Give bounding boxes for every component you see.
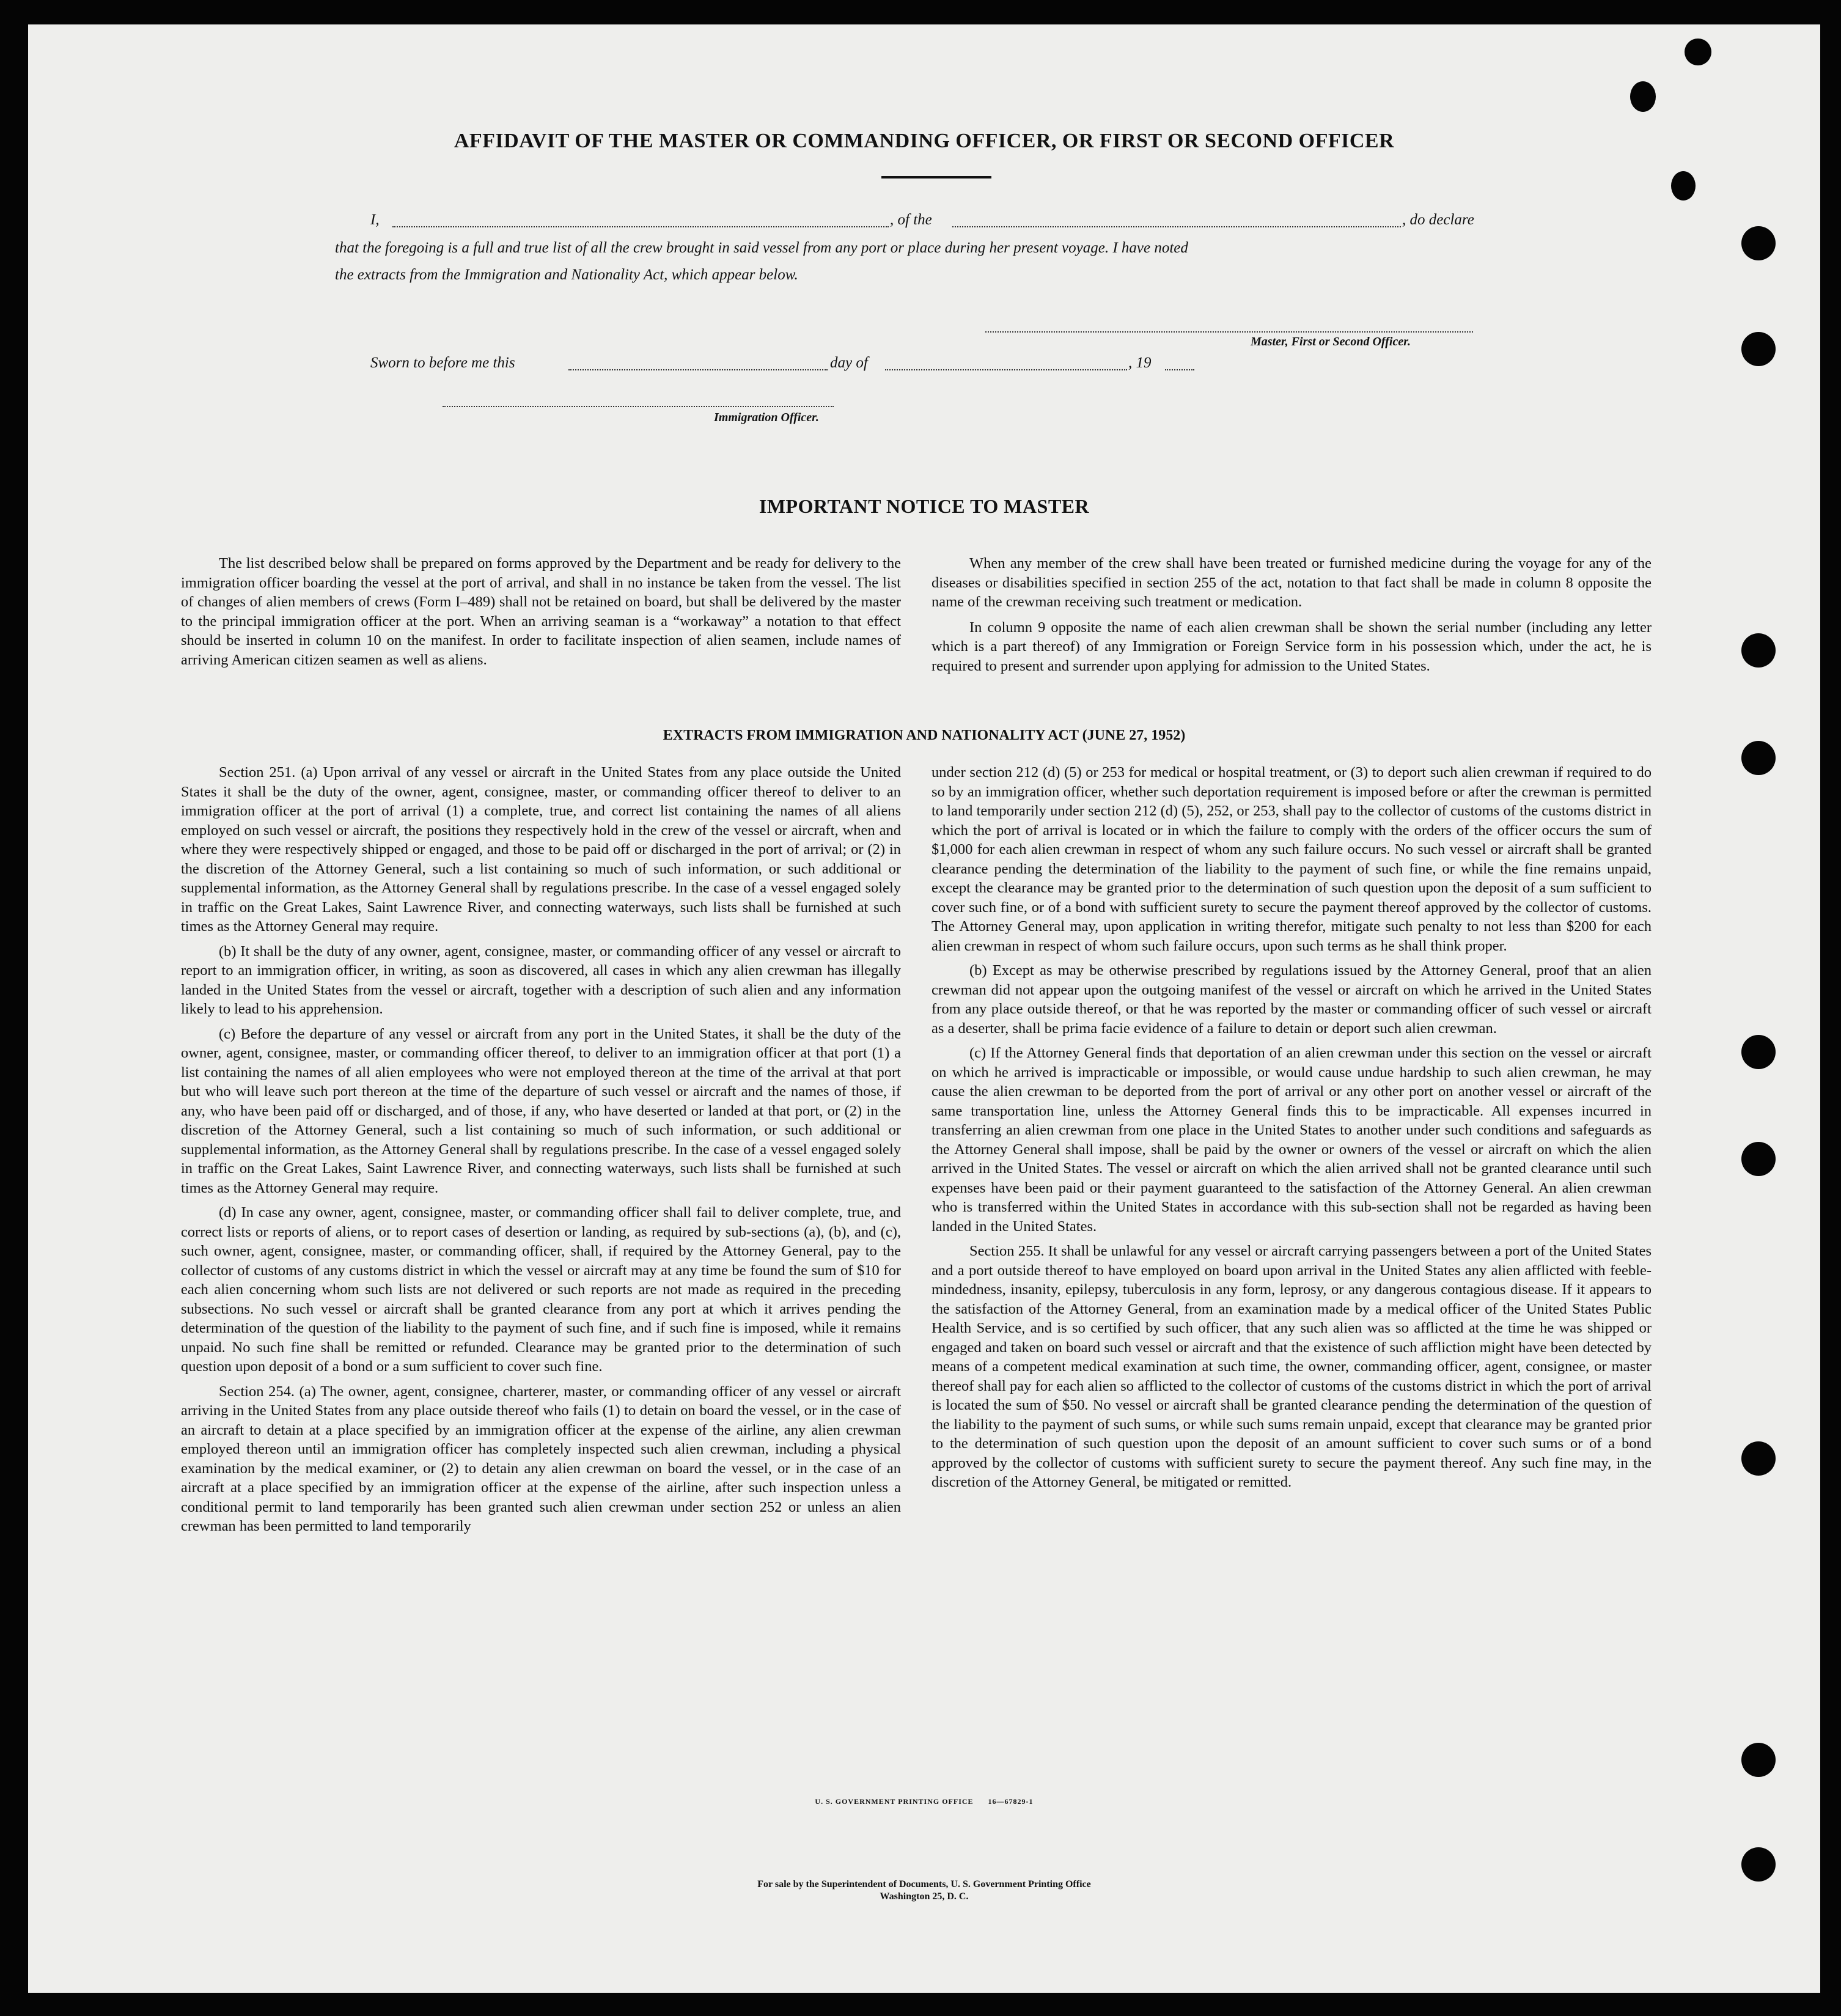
punch-hole xyxy=(1741,226,1776,260)
extracts-right-column xyxy=(932,763,1652,1492)
extract-paragraph: (b) It shall be the duty of any owner, agent, consignee, master, or commanding officer of any vessel or aircraft to report to an immigration officer, in writing, as soon as discovered, all cases in which any alien crewman has illegally landed in the United States from the vessel or aircraft, together with a description of such alien and any information likely to lead to his apprehension. xyxy=(181,943,901,1017)
master-signature-label: Master, First or Second Officer. xyxy=(1251,335,1411,348)
punch-hole xyxy=(1741,741,1776,775)
extract-paragraph: under section 212 (d) (5) or 253 for medical or hospital treatment, or (3) to deport such alien crewman if required to do so by an immigration officer, whether such deportation requirement is imposed before or after the crewman is permitted to land temporarily under section 212 (d) (5), 252, or 253, shall pay to the collector of customs of the customs district in which the port of arrival is located or in which the failure to comply with the orders of the officer occurs the sum of $1,000 for each alien crewman in respect of whom any such failure occurs. No such vessel or aircraft shall be granted clearance pending the determination of the liability to the payment of such fine, or while the fine remains unpaid, except the clearance may be granted prior to the determination of such question upon the deposit of a sum sufficient to cover such fine, or of a bond with sufficient surety to secure the payment thereof approved by the collector of customs. The Attorney General may, upon application in writing therefor, mitigate such penalty to not less than $200 for each alien crewman in respect of whom such failure occurs, upon such terms as he shall think proper. xyxy=(932,764,1652,954)
punch-hole xyxy=(1741,1441,1776,1476)
extract-paragraph: (d) In case any owner, agent, consignee, master, or commanding officer shall fail to deliver complete, true, and correct lists or reports of aliens, or to report cases of desertion or landing, as required by sub-sections (a), (b), and (c), such owner, agent, consignee, master, or commanding officer, shall, if required by the Attorney General, pay to the collector of customs of any customs district in which the vessel or aircraft may at any time be found the sum of $10 for each alien concerning whom such lists are not delivered or such reports are not made as required in the preceding subsections. No such vessel or aircraft shall be granted clearance from any port at which it arrives pending the determination of the question of the liability to the payment of such fine, and if such fine is imposed, while it remains unpaid. No such fine shall be remitted or refunded. Clearance may be granted prior to the determination of such question upon deposit of a bond or a sum sufficient to cover such fine. xyxy=(181,1204,901,1375)
declaration-line-1: that the foregoing is a full and true list of all the crew brought in said vessel from any port or place during her present voyage. I have noted xyxy=(335,240,1188,256)
footer-line-1: For sale by the Superintendent of Documents, U. S. Government Printing Office xyxy=(757,1879,1091,1889)
master-signature-line xyxy=(985,331,1473,333)
punch-hole xyxy=(1741,1142,1776,1176)
affidavit-title: AFFIDAVIT OF THE MASTER OR COMMANDING OFFICER, OR FIRST OR SECOND OFFICER xyxy=(454,130,1395,152)
extract-paragraph: (c) If the Attorney General finds that deportation of an alien crewman under this section on the vessel or aircraft on which he arrived is impracticable or impossible, or would cause undue hardship to such alien crewman, he may cause the alien crewman to be deported from the port of arrival or any other port on another vessel or aircraft of the same transportation line, unless the Attorney General finds this to be impracticable. All expenses incurred in transferring an alien crewman from one place in the United States to another under such conditions and safeguards as the Attorney General shall impose, shall be paid by the owner or owners of the vessel or aircraft on which the alien arrived in the United States. The vessel or aircraft on which the alien arrived shall not be granted clearance until such expenses have been paid or their payment guaranteed to the satisfaction of the Attorney General. An alien crewman who is transferred within the United States in accordance with this sub-section shall not be regarded as having been landed in the United States. xyxy=(932,1045,1652,1235)
day-blank xyxy=(568,369,828,370)
extracts-title: EXTRACTS FROM IMMIGRATION AND NATIONALITY ACT (JUNE 27, 1952) xyxy=(663,727,1186,743)
extract-paragraph: (c) Before the departure of any vessel or aircraft from any port in the United States, it shall be the duty of the owner, agent, consignee, master, or commanding officer thereof, to deliver to an immigration officer at that port (1) a list containing the names of all alien employees who were not employed thereon at the time of the arrival at that port but who will leave such port thereon at the time of the departure of such vessel or aircraft and the names of those, if any, who have been paid off or discharged, and of those, if any, who have deserted or landed at that port, or (2) in the discretion of the Attorney General, such a list containing so much of such information, or such additional or supplemental information, as the Attorney General shall by regulations prescribe. In the case of a vessel engaged solely in traffic on the Great Lakes, Saint Lawrence River, and connecting waterways, such lists shall be furnished at such times as the Attorney General may require. xyxy=(181,1025,901,1196)
do-declare-label: , do declare xyxy=(1402,212,1474,228)
of-the-label: , of the xyxy=(890,212,932,228)
form-page xyxy=(28,24,1820,1993)
title-rule xyxy=(881,176,991,178)
i-label: I, xyxy=(370,212,380,228)
notice-paragraph: When any member of the crew shall have been treated or furnished medicine during the voyage for any of the diseases or disabilities specified in section 255 of the act, notation to that fact shall be made in column 8 opposite the name of the crewman receiving such treatment or medication. xyxy=(932,555,1652,610)
punch-hole xyxy=(1741,332,1776,366)
extracts-left-column xyxy=(181,763,901,1536)
extract-paragraph: Section 251. (a) Upon arrival of any vessel or aircraft in the United States from any place outside the United States it shall be the duty of the owner, agent, consignee, master, or commanding officer thereof to deliver to an immigration officer at the port of arrival (1) a complete, true, and correct list containing the names of all aliens employed on such vessel or aircraft, the positions they respectively hold in the crew of the vessel or aircraft, when and where they were respectively shipped or engaged, and those to be paid off or discharged in the port of arrival; or (2) in the discretion of the Attorney General, such a list containing so much of such information, or such additional or supplemental information, as the Attorney General shall by regulations prescribe. In the case of a vessel engaged solely in traffic on the Great Lakes, Saint Lawrence River, and connecting waterways, such lists shall be furnished at such times as the Attorney General may require. xyxy=(181,764,901,935)
vessel-blank xyxy=(952,226,1401,227)
notice-paragraph: In column 9 opposite the name of each alien crewman shall be shown the serial number (including any letter which is a part thereof) of any Immigration or Foreign Service form in his possession which, under the act, he is required to present and surrender upon applying for admission to the United States. xyxy=(932,619,1652,674)
punch-hole xyxy=(1741,633,1776,668)
year-label: , 19 xyxy=(1128,355,1152,371)
extract-paragraph: (b) Except as may be otherwise prescribed by regulations issued by the Attorney General, proof that an alien crewman did not appear upon the outgoing manifest of the vessel or aircraft on which he arrived in the United States from any place outside thereof, or that he was reported by the master or commanding officer of such vessel or aircraft as a deserter, shall be prima facie evidence of a failure to detain or deport such alien crewman. xyxy=(932,962,1652,1037)
immigration-officer-label: Immigration Officer. xyxy=(714,411,819,424)
printer-mark: U. S. GOVERNMENT PRINTING OFFICE 16—67829-1 xyxy=(815,1797,1034,1806)
year-blank xyxy=(1165,369,1194,370)
extract-paragraph: Section 254. (a) The owner, agent, consignee, charterer, master, or commanding officer of any vessel or aircraft arriving in the United States from any place outside thereof who fails (1) to detain on board the vessel, or in the case of an aircraft to detain at a place specified by an immigration officer at the expense of the airline, any alien crewman employed thereon until an immigration officer has completely inspected such alien crewman, including a physical examination by the medical examiner, or (2) to detain any alien crewman on board the vessel, or in the case of an aircraft at a place specified by an immigration officer at the expense of the airline, after such inspection unless a conditional permit to land temporarily has been granted such alien crewman under section 252 or unless an alien crewman has been permitted to land temporarily xyxy=(181,1383,901,1534)
sworn-label: Sworn to before me this xyxy=(370,355,515,371)
notice-title: IMPORTANT NOTICE TO MASTER xyxy=(759,495,1090,517)
punch-hole xyxy=(1741,1035,1776,1069)
name-blank xyxy=(392,226,889,227)
notice-right-column xyxy=(932,554,1652,675)
notice-left-column xyxy=(181,554,901,669)
punch-hole xyxy=(1630,81,1656,112)
punch-hole xyxy=(1671,171,1696,200)
punch-hole xyxy=(1685,39,1711,65)
punch-hole xyxy=(1741,1847,1776,1882)
day-of-label: day of xyxy=(830,355,868,371)
extract-paragraph: Section 255. It shall be unlawful for any vessel or aircraft carrying passengers between a port of the United States and a port outside thereof to have employed on board upon arrival in the United States any alien afflicted with feeble-mindedness, insanity, epilepsy, tuberculosis in any form, leprosy, or any dangerous contagious disease. If it appears to the satisfaction of the Attorney General, from an examination made by a medical officer of the United States Public Health Service, and is so certified by such officer, that any such alien was so afflicted at the time he was shipped or engaged and taken on board such vessel or aircraft and that the existence of such affliction might have been detected by means of a competent medical examination at such time, the owner, commanding officer, agent, consignee, or master thereof shall pay for each alien so afflicted to the collector of customs of the customs district in which the port of arrival is located the sum of $50. No vessel or aircraft shall be granted clearance pending the determination of the question of the liability to the payment of such sums, or while such sums remain unpaid, except that clearance may be granted prior to the determination of such question upon the deposit of an amount sufficient to cover such sums or of a bond approved by the collector of customs with sufficient surety to secure the payment thereof. Any such fine may, in the discretion of the Attorney General, be mitigated or remitted. xyxy=(932,1243,1652,1490)
punch-hole xyxy=(1741,1743,1776,1777)
declaration-line-2: the extracts from the Immigration and Nationality Act, which appear below. xyxy=(335,267,798,283)
notice-paragraph: The list described below shall be prepared on forms approved by the Department and be ready for delivery to the immigration officer boarding the vessel at the port of arrival, and shall in no instance be taken from the vessel. The list of changes of alien members of crews (Form I–489) shall not be retained on board, but shall be delivered by the master to the principal immigration officer at the port. When an arriving seaman is a “workaway” a notation to that effect should be inserted in column 10 on the manifest. In order to facilitate inspection of alien seamen, include names of arriving American citizen seamen as well as aliens. xyxy=(181,555,901,668)
footer-line-2: Washington 25, D. C. xyxy=(880,1891,969,1902)
month-blank xyxy=(885,369,1127,370)
officer-signature-line xyxy=(443,406,834,407)
